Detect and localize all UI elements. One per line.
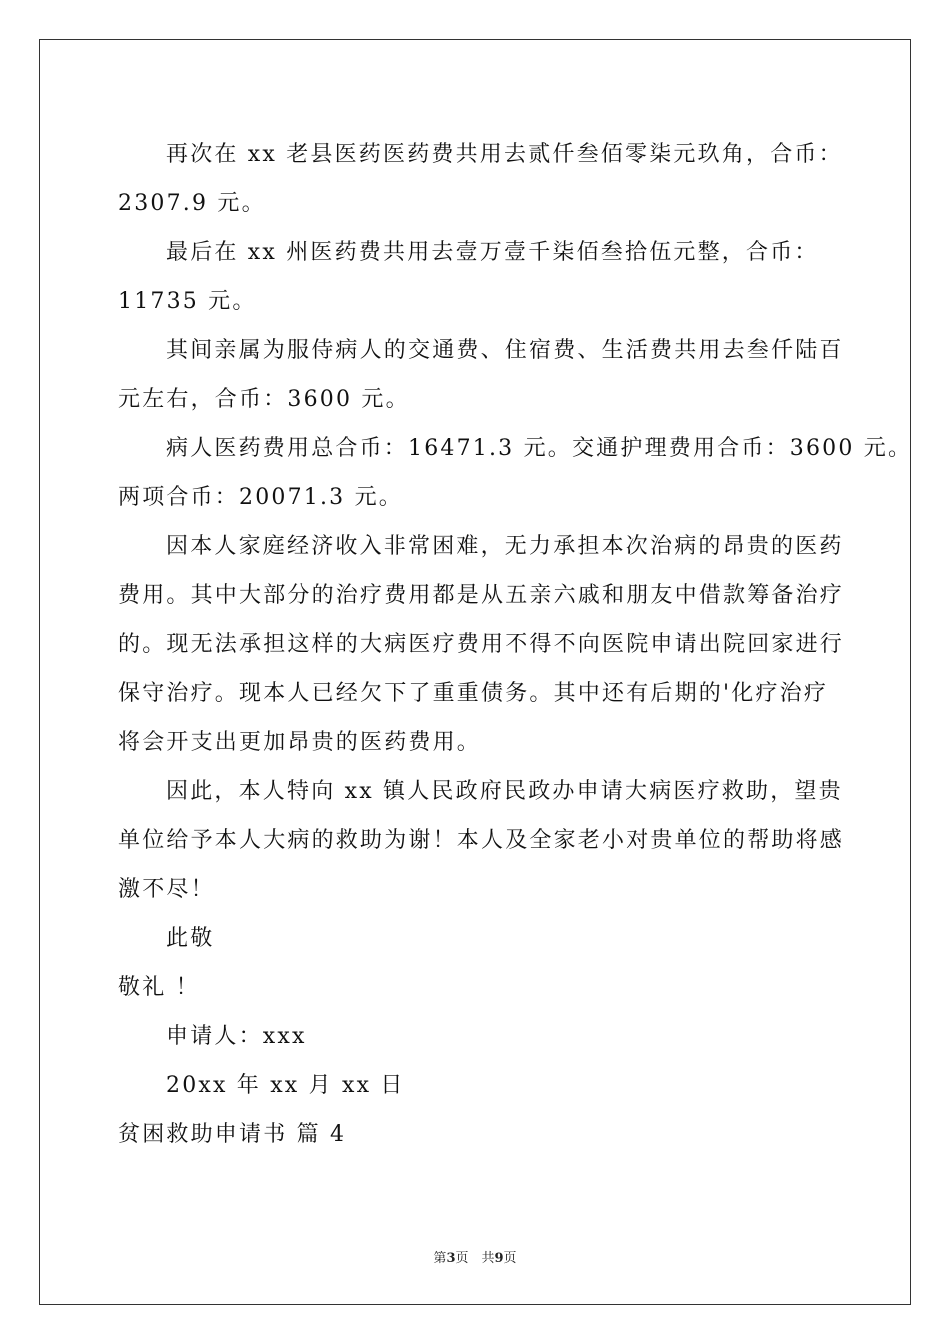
date-line: 20xx 年 xx 月 xx 日: [166, 1073, 405, 1098]
paragraph-line: 的。现无法承担这样的大病医疗费用不得不向医院申请出院回家进行: [118, 632, 845, 657]
footer-total-pages: 9: [494, 1251, 504, 1266]
footer-suffix: 页: [503, 1251, 517, 1266]
paragraph-line: 激不尽！: [118, 877, 215, 902]
paragraph-line: 两项合币：20071.3 元。: [118, 485, 403, 510]
paragraph-line: 元左右，合币：3600 元。: [118, 387, 410, 412]
footer-middle: 页 共: [455, 1251, 495, 1266]
paragraph-line: 最后在 xx 州医药费共用去壹万壹千柒佰叁拾伍元整，合币：: [166, 240, 819, 265]
salutation-line: 此敬: [166, 926, 215, 951]
paragraph-line: 2307.9 元。: [118, 191, 266, 216]
footer-current-page: 3: [446, 1251, 456, 1266]
paragraph-line: 病人医药费用总合币：16471.3 元。交通护理费用合币：3600 元。: [166, 436, 913, 461]
paragraph-line: 因此，本人特向 xx 镇人民政府民政办申请大病医疗救助，望贵: [166, 779, 843, 804]
paragraph-line: 将会开支出更加昂贵的医药费用。: [118, 730, 482, 755]
paragraph-line: 因本人家庭经济收入非常困难，无力承担本次治病的昂贵的医药: [166, 534, 844, 559]
paragraph-line: 费用。其中大部分的治疗费用都是从五亲六戚和朋友中借款筹备治疗: [118, 583, 845, 608]
section-heading: 贫困救助申请书 篇 4: [118, 1122, 347, 1147]
paragraph-line: 再次在 xx 老县医药医药费共用去贰仟叁佰零柒元玖角，合币：: [166, 142, 843, 167]
document-body: [118, 130, 913, 1159]
paragraph-line: 单位给予本人大病的救助为谢！本人及全家老小对贵单位的帮助将感: [118, 828, 845, 853]
salutation-line: 敬礼 ！: [118, 975, 200, 1000]
paragraph-line: 其间亲属为服侍病人的交通费、住宿费、生活费共用去叁仟陆百: [166, 338, 844, 363]
paragraph-line: 11735 元。: [118, 289, 257, 314]
applicant-line: 申请人：xxx: [166, 1024, 307, 1049]
footer-prefix: 第: [433, 1251, 447, 1266]
page-footer: [0, 1247, 950, 1266]
paragraph-line: 保守治疗。现本人已经欠下了重重债务。其中还有后期的'化疗治疗: [118, 681, 829, 706]
